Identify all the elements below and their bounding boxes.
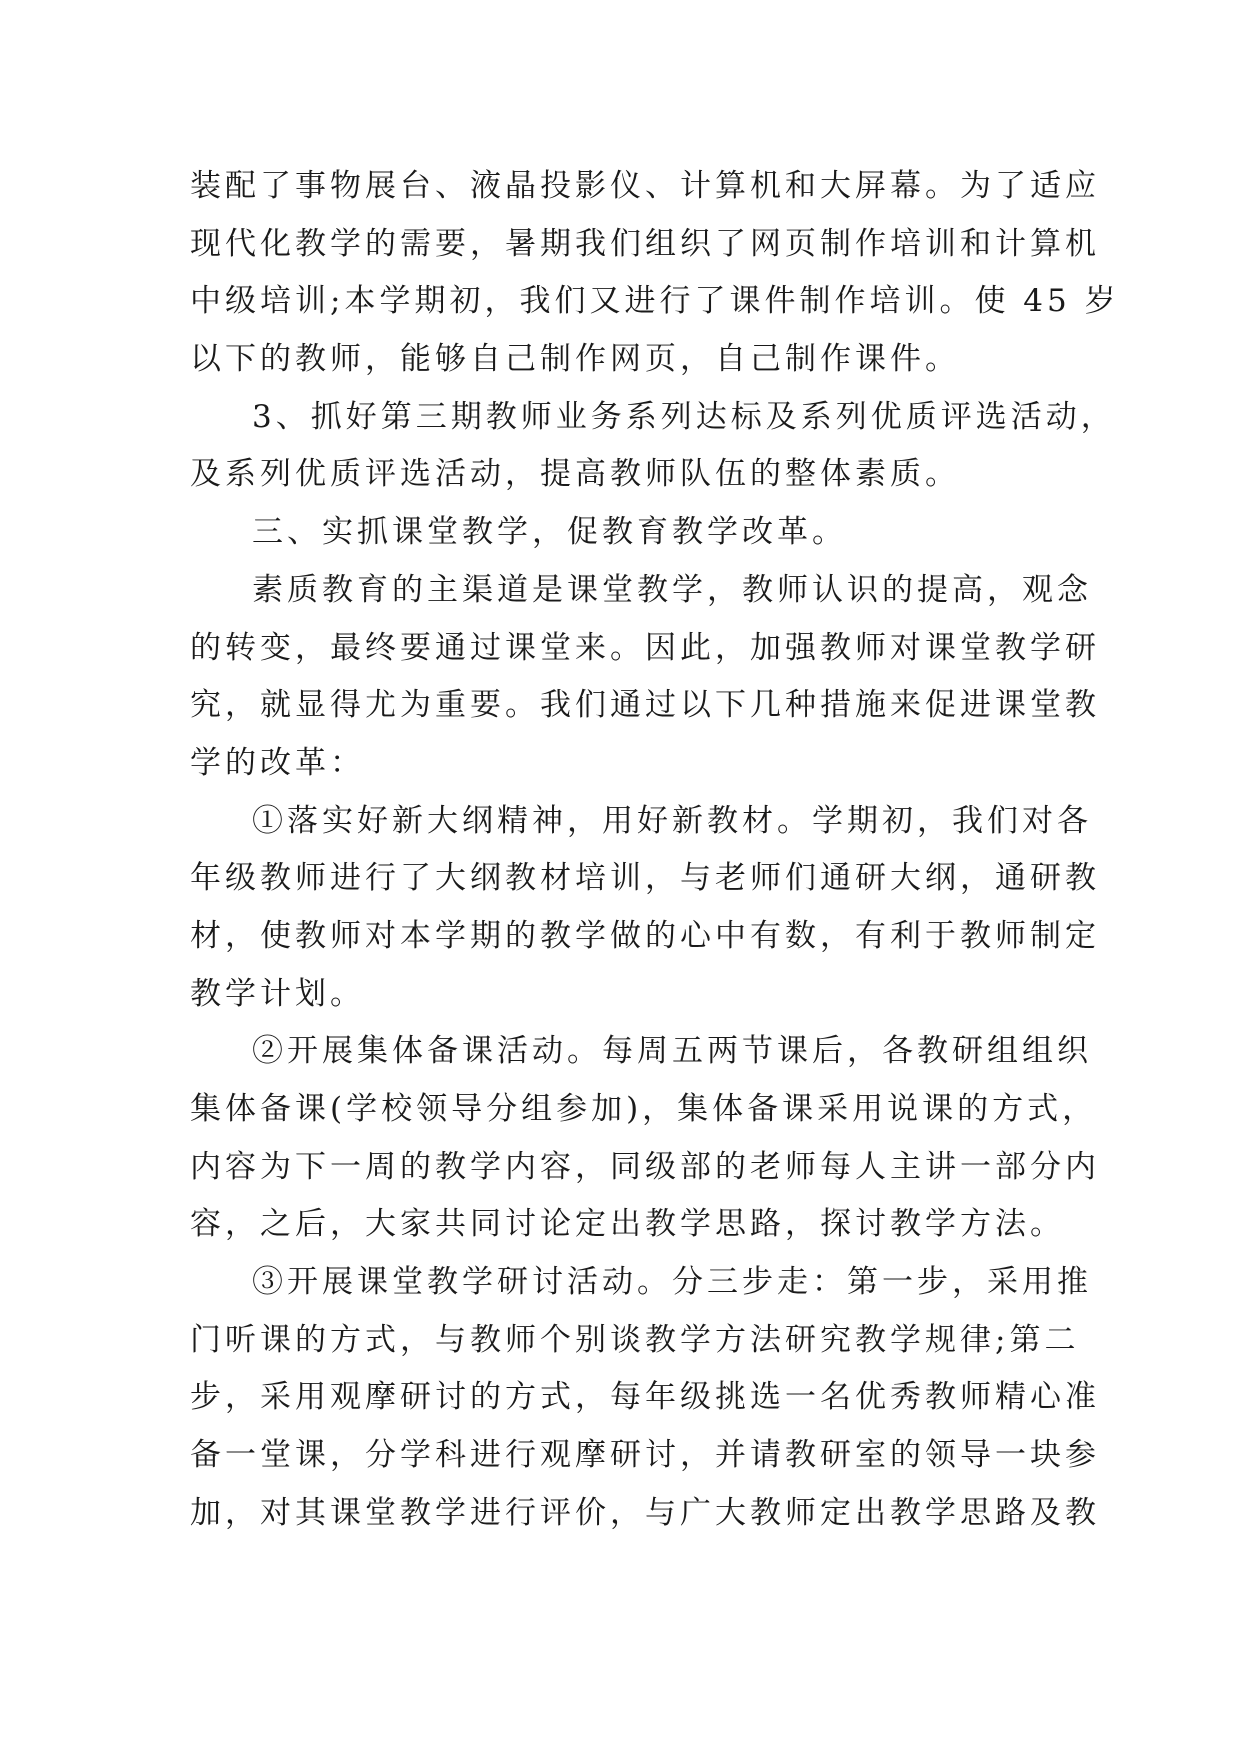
text-line: 学的改革： bbox=[190, 744, 365, 781]
text-line: 教学计划。 bbox=[190, 975, 365, 1012]
text-line: 的转变，最终要通过课堂来。因此，加强教师对课堂教学研 bbox=[190, 629, 1100, 666]
text-line: 装配了事物展台、液晶投影仪、计算机和大屏幕。为了适应 bbox=[190, 168, 1100, 204]
text-line: 现代化教学的需要，暑期我们组织了网页制作培训和计算机 bbox=[190, 225, 1100, 262]
text-line: 中级培训;本学期初，我们又进行了课件制作培训。使 45 岁 bbox=[190, 283, 1120, 320]
text-line: 及系列优质评选活动，提高教师队伍的整体素质。 bbox=[190, 456, 960, 493]
text-line: 素质教育的主渠道是课堂教学，教师认识的提高，观念 bbox=[252, 571, 1092, 608]
text-line: ③开展课堂教学研讨活动。分三步走：第一步，采用推 bbox=[252, 1264, 1092, 1301]
text-line: 步，采用观摩研讨的方式，每年级挑选一名优秀教师精心准 bbox=[190, 1379, 1100, 1416]
text-line: ②开展集体备课活动。每周五两节课后，各教研组组织 bbox=[252, 1033, 1092, 1070]
document-body bbox=[190, 158, 1120, 1543]
text-line: 集体备课(学校领导分组参加)，集体备课采用说课的方式， bbox=[190, 1091, 1098, 1127]
text-line: 三、实抓课堂教学，促教育教学改革。 bbox=[252, 514, 847, 551]
text-line: 究，就显得尤为重要。我们通过以下几种措施来促进课堂教 bbox=[190, 687, 1100, 724]
text-line: ①落实好新大纲精神，用好新教材。学期初，我们对各 bbox=[252, 802, 1092, 839]
text-line: 备一堂课，分学科进行观摩研讨，并请教研室的领导一块参 bbox=[190, 1437, 1100, 1474]
text-line: 加，对其课堂教学进行评价，与广大教师定出教学思路及教 bbox=[190, 1494, 1100, 1531]
text-line: 以下的教师，能够自己制作网页，自己制作课件。 bbox=[190, 341, 960, 378]
text-line: 门听课的方式，与教师个别谈教学方法研究教学规律;第二 bbox=[190, 1321, 1080, 1358]
text-line: 内容为下一周的教学内容，同级部的老师每人主讲一部分内 bbox=[190, 1148, 1100, 1185]
text-line: 材，使教师对本学期的教学做的心中有数，有利于教师制定 bbox=[190, 917, 1100, 954]
text-line: 容，之后，大家共同讨论定出教学思路，探讨教学方法。 bbox=[190, 1206, 1065, 1243]
text-line: 年级教师进行了大纲教材培训，与老师们通研大纲，通研教 bbox=[190, 860, 1100, 897]
text-line: 3、抓好第三期教师业务系列达标及系列优质评选活动， bbox=[252, 398, 1116, 435]
